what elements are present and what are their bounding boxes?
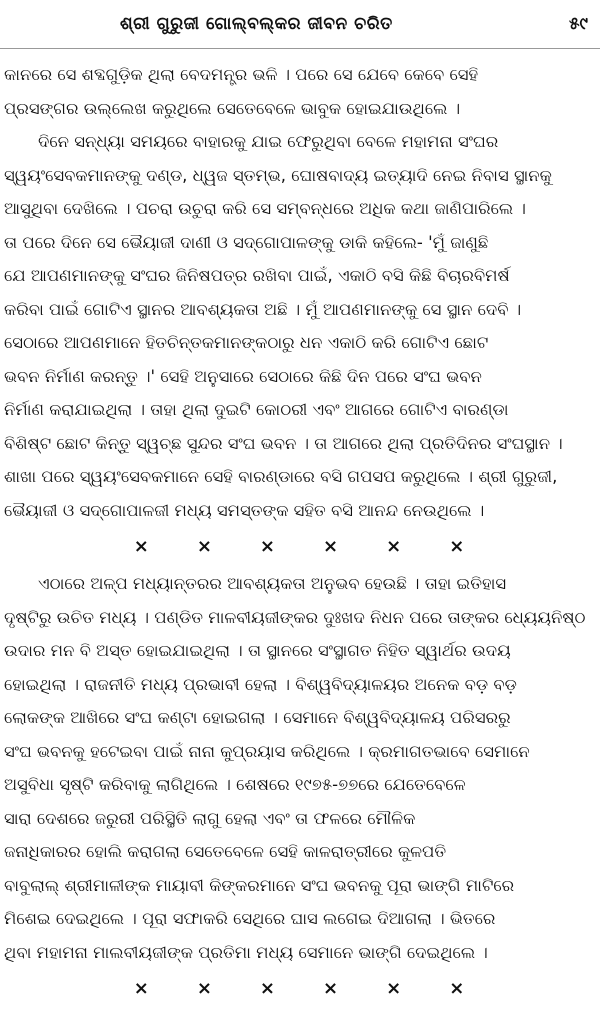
text-line: ଜନାଧିକାରର ହୋଲି କରାଗଲା ସେତେବେଳେ ସେହି କାଳରାତ୍ରୀରେ କୁଳପତି: [4, 842, 447, 861]
text-line: ଭୈୟାଜୀ ଓ ସଦ୍‌ଗୋପାଳଜୀ ମଧ୍ୟ ସମସ୍ତଙ୍କ ସହିତ ବସି ଆନନ୍ଦ ନେଉଥିଲେ ।: [4, 500, 485, 520]
header-rule: [0, 48, 600, 49]
text-line: ବାବୁଲାଲ୍ ଶ୍ରୀମାଳୀଙ୍କ ମାୟାବୀ କିଙ୍କରମାନେ ସଂଘ ଭବନକୁ ପୂରା ଭାଙ୍ଗି ମାଟିରେ: [4, 875, 515, 895]
separator-mark: ×: [133, 978, 149, 1000]
text-line: ସ୍ୱୟଂସେବକମାନଙ୍କୁ ଦଣ୍ଡ, ଧ୍ୱଜ ସ୍ତମ୍ଭ, ଘୋଷବାଦ୍ୟ ଇତ୍ୟାଦି ନେଇ ନିବାସ ସ୍ଥାନକୁ: [4, 165, 552, 185]
separator-mark: ×: [196, 536, 212, 558]
text-line: ସେଠାରେ ଆପଣମାନେ ହିତଚିନ୍ତକମାନଙ୍କଠାରୁ ଧନ ଏକାଠି କରି ଗୋଟିଏ ଛୋଟ: [4, 333, 489, 352]
text-line: କରିବା ପାଇଁ ଗୋଟିଏ ସ୍ଥାନର ଆବଶ୍ୟକତା ଅଛି । ମୁଁ ଆପଣମାନଙ୍କୁ ସେ ସ୍ଥାନ ଦେବି ।: [4, 299, 522, 319]
separator-mark: ×: [259, 536, 275, 558]
text-line: ଏଠାରେ ଅଳ୍ପ ମଧ୍ୟାନ୍ତରର ଆବଶ୍ୟକତା ଅନୁଭବ ହେଉଛି । ତାହା ଇତିହାସ: [38, 574, 507, 593]
separator-mark: ×: [196, 978, 212, 1000]
text-line: ଭବନ ନିର୍ମାଣ କରନ୍ତୁ ।' ସେହି ଅନୁସାରେ ସେଠାରେ କିଛି ଦିନ ପରେ ସଂଘ ଭବନ: [4, 366, 482, 386]
text-line: ଦୃଷ୍ଟିରୁ ଉଚିତ ମଧ୍ୟ । ପଣ୍ଡିତ ମାଳବୀୟଜୀଙ୍କର ଦୁଃଖଦ ନିଧନ ପରେ ତାଙ୍କର ଧ୍ୟେୟନିଷ୍ଠ: [4, 607, 586, 627]
section-separator-bottom: [4, 969, 594, 1009]
text-line: ଥିବା ମହାମନା ମାଲବୀୟଜୀଙ୍କ ପ୍ରତିମା ମଧ୍ୟ ସେମାନେ ଭାଙ୍ଗି ଦେଇଥିଲେ ।: [4, 942, 488, 962]
separator-mark: ×: [386, 536, 402, 558]
text-line: ହୋଇଥିଲା । ରାଜନୀତି ମଧ୍ୟ ପ୍ରଭାବୀ ହେଲା । ବିଶ୍ୱବିଦ୍ୟାଳୟର ଅନେକ ବଡ଼ ବଡ଼: [4, 674, 517, 694]
page-header: [0, 8, 600, 48]
separator-mark: ×: [386, 978, 402, 1000]
text-line: ମିଶେଇ ଦେଇଥିଲେ । ପୂରା ସଫାକରି ସେଥିରେ ଘାସ ଲଗେଇ ଦିଆଗଲା । ଭିତରେ: [4, 909, 496, 928]
separator-mark: ×: [449, 536, 465, 558]
separator-mark: ×: [323, 978, 339, 1000]
paragraph-3: [4, 567, 594, 969]
text-line: ଯେ ଆପଣମାନଙ୍କୁ ସଂଘର ଜିନିଷପତ୍ର ରଖିବା ପାଇଁ, ଏକାଠି ବସି କିଛି ବିଚାରବିମର୍ଷ: [4, 266, 510, 285]
text-line: ଉଦାର ମନ ବି ଅସ୍ତ ହୋଇଯାଇଥିଲା । ତା ସ୍ଥାନରେ ସଂସ୍ଥାଗତ ନିହିତ ସ୍ୱାର୍ଥର ଉଦୟ: [4, 641, 511, 660]
page-number: ୫୯: [568, 14, 588, 34]
text-line: ଶାଖା ପରେ ସ୍ୱୟଂସେବକମାନେ ସେହି ବାରଣ୍ଡାରେ ବସି ଗପସପ କରୁଥିଲେ । ଶ୍ରୀ ଗୁରୁଜୀ,: [4, 467, 558, 486]
text-line: ଲୋକଙ୍କ ଆଖିରେ ସଂଘ କଣ୍ଟା ହୋଇଗଲା । ସେମାନେ ବିଶ୍ୱବିଦ୍ୟାଳୟ ପରିସରରୁ: [4, 708, 511, 727]
text-line: ସାରା ଦେଶରେ ଜରୁରୀ ପରିସ୍ଥିତି ଲାଗୁ ହେଲା ଏବଂ ତା ଫଳରେ ମୌଳିକ: [4, 808, 416, 828]
separator-mark: ×: [449, 978, 465, 1000]
text-line: ଦିନେ ସନ୍ଧ୍ୟା ସମୟରେ ବାହାରକୁ ଯାଇ ଫେରୁଥିବା ବେଳେ ମହାମନା ସଂଘର: [38, 132, 499, 151]
paragraph-2: [4, 125, 594, 527]
text-line: କାନରେ ସେ ଶବ୍ଦଗୁଡ଼ିକ ଥିଲା ବେଦମନ୍ତ୍ର ଭଳି । ପରେ ସେ ଯେବେ କେବେ ସେହି: [4, 65, 479, 84]
text-line: ପ୍ରସଙ୍ଗର ଉଲ୍ଲେଖ କରୁଥିଲେ ସେତେବେଳେ ଭାବୁକ ହୋଇଯାଉଥିଲେ ।: [4, 98, 461, 118]
text-line: ଆସୁଥିବା ଦେଖିଲେ । ପଚରା ଉଚୁରା କରି ସେ ସମ୍ବନ୍ଧରେ ଅଧିକ କଥା ଜାଣିପାରିଲେ ।: [4, 199, 526, 218]
text-line: ସଂଘ ଭବନକୁ ହଟେଇବା ପାଇଁ ନାନା କୁପ୍ରୟାସ କରିଥିଲେ । କ୍ରମାଗତଭାବେ ସେମାନେ: [4, 741, 530, 761]
section-separator: [4, 527, 594, 567]
text-line: ଅସୁବିଧା ସୃଷ୍ଟି କରିବାକୁ ଲାଗିଥିଲେ । ଶେଷରେ ୧୯୭୫-୭୭ରେ ଯେତେବେଳେ: [4, 775, 466, 794]
separator-mark: ×: [133, 536, 149, 558]
paragraph-1: [4, 58, 594, 125]
text-line: ବିଶିଷ୍ଟ ଛୋଟ କିନ୍ତୁ ସ୍ୱଚ୍ଛ ସୁନ୍ଦର ସଂଘ ଭବନ । ତା ଆଗରେ ଥିଲା ପ୍ରତିଦିନର ସଂଘସ୍ଥାନ ।: [4, 433, 563, 453]
text-line: ନିର୍ମାଣ କରାଯାଇଥିଲା । ତାହା ଥିଲା ଦୁଇଟି କୋଠରୀ ଏବଂ ଆଗରେ ଗୋଟିଏ ବାରଣ୍ଡା: [4, 400, 509, 419]
separator-mark: ×: [323, 536, 339, 558]
body-text: [4, 58, 594, 1009]
text-line: ତା ପରେ ଦିନେ ସେ ଭୈୟାଜୀ ଦାଣୀ ଓ ସଦ୍‌ଗୋପାଳଙ୍କୁ ଡାକି କହିଲେ- 'ମୁଁ ଜାଣୁଛି: [4, 232, 489, 252]
running-title: ଶ୍ରୀ ଗୁରୁଜୀ ଗୋଲ୍‌ବଲ୍‌କର ଜୀବନ ଚରିତ: [120, 14, 393, 34]
separator-mark: ×: [259, 978, 275, 1000]
